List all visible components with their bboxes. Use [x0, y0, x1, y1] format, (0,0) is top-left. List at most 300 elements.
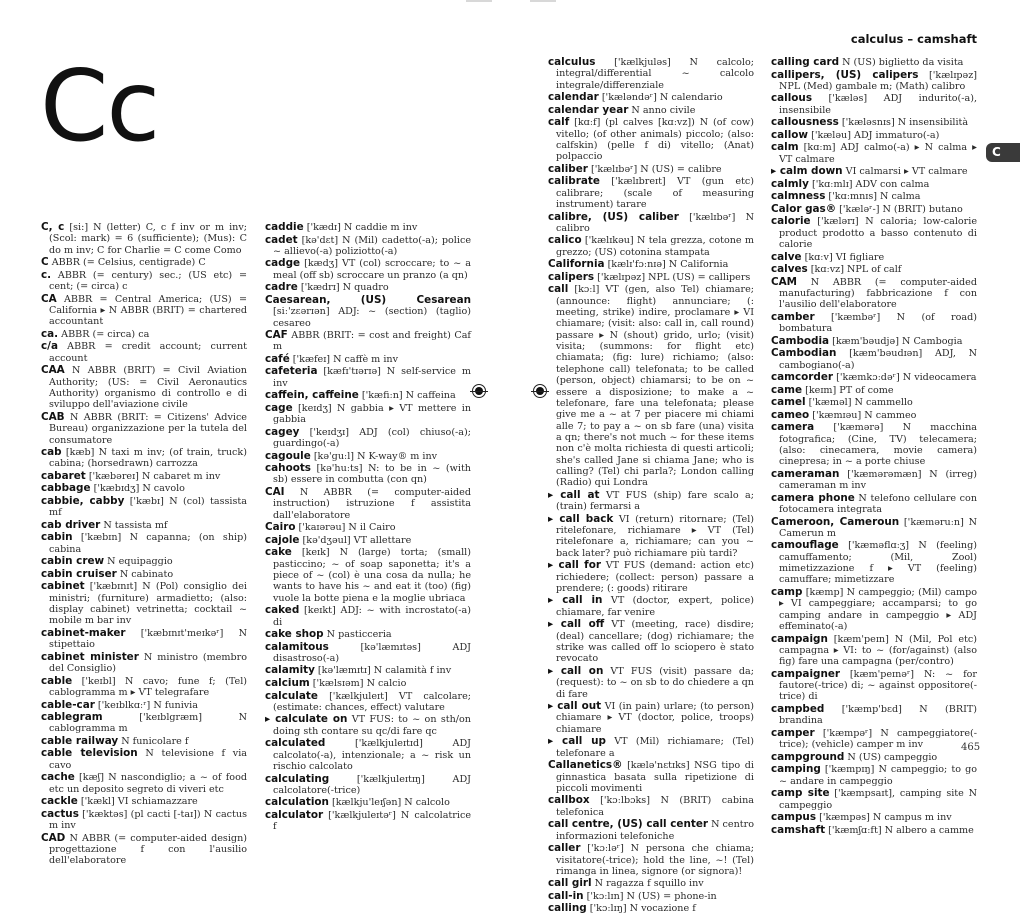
headword: cable [41, 674, 73, 687]
headword: CAB [41, 410, 65, 423]
dictionary-entry [265, 629, 471, 640]
definition-text: ['keɪblkɑːʳ] N funivia [94, 699, 198, 711]
dictionary-entry [41, 329, 247, 340]
dictionary-entry [771, 372, 977, 383]
dictionary-entry [548, 105, 754, 116]
definition-text: ['kælkjuleɪtɪd] ADJ calcolato(-a), intenzionale; a ~ risk un rischio calcolato [273, 738, 471, 772]
headword: campbed [771, 703, 825, 715]
dictionary-entry [771, 336, 977, 347]
dictionary-entry [548, 272, 754, 283]
headword: ▸ call off [548, 618, 605, 631]
registration-mark-icon [472, 384, 486, 398]
headword: ▸ calm down [771, 165, 843, 178]
headword: ca. [41, 327, 59, 340]
dictionary-entry [265, 678, 471, 689]
dictionary-entry [771, 397, 977, 408]
headword: calve [771, 250, 802, 263]
headword: cameraman [771, 467, 840, 480]
dictionary-entry [41, 581, 247, 626]
dictionary-entry [265, 330, 471, 353]
headword: calling card [771, 56, 840, 68]
definition-text: ['kæləndəʳ] N calendario [598, 92, 723, 104]
headword: cable railway [41, 734, 119, 747]
headword: came [771, 383, 803, 396]
definition-text: ['kæmʃɑːft] N albero a camme [825, 824, 974, 836]
headword: call girl [548, 877, 592, 890]
dictionary-entry [771, 410, 977, 421]
headword: cabinet minister [41, 650, 139, 663]
dictionary-entry [41, 676, 247, 699]
sub-entry [548, 666, 754, 700]
dictionary-entry [771, 142, 977, 165]
definition-text: [keɪm] PT of come [802, 384, 894, 396]
headword: cabin crew [41, 555, 105, 568]
headword: cabin cruiser [41, 567, 117, 580]
section-letter-heading: Cc [40, 50, 159, 164]
dictionary-entry [265, 463, 471, 486]
headword: Cairo [265, 521, 296, 534]
definition-text: N ABBR (= computer-aided manufacturing) fabbricazione f con l'ausilio dell'elaboratore [779, 276, 977, 311]
headword: cactus [41, 807, 79, 820]
headword: campaign [771, 632, 828, 645]
dictionary-entry [41, 712, 247, 735]
definition-text: ['kaɪərəu] N il Cairo [295, 522, 396, 534]
definition-text: ['kælsɪəm] N calcio [309, 678, 407, 689]
definition-text: N televisione f via cavo [49, 748, 247, 771]
headword: C, c [41, 221, 65, 233]
definition-text: N telefono cellulare con fotocamera integrata [779, 492, 977, 516]
dictionary-entry [41, 520, 247, 531]
headword: cable television [41, 747, 138, 760]
headword: cackle [41, 795, 78, 808]
definition-text: [kə'dʒəul] VT allettare [299, 534, 412, 546]
dictionary-entry [41, 483, 247, 494]
running-header: calculus – camshaft [850, 32, 977, 46]
definition-text: N ABBR (BRIT: = Citizens' Advice Bureau) organizzazione per la tutela del consumatore [49, 411, 247, 446]
dictionary-entry [548, 235, 754, 258]
dictionary-entry [771, 469, 977, 492]
headword: CAF [265, 329, 288, 342]
headword: CAA [41, 364, 65, 377]
dictionary-entry [771, 764, 977, 787]
headword: Caesarean, (US) Cesarean [265, 293, 471, 306]
definition-text: ['kæmpsaɪt], camping site N campeggio [779, 788, 977, 811]
dictionary-entry [771, 277, 977, 311]
headword: campaigner [771, 667, 841, 680]
dictionary-entry [771, 57, 977, 68]
headword: callbox [548, 794, 590, 807]
definition-text: VT (doctor, expert, police) chiamare, far venire [556, 595, 754, 618]
dictionary-entry [771, 216, 977, 250]
dictionary-entry [771, 704, 977, 727]
definition-text: ['kælkjuleɪtɪŋ] ADJ calcolatore(-trice) [273, 773, 471, 796]
dictionary-entry [771, 669, 977, 703]
dictionary-entry [548, 57, 754, 91]
headword: Cameroon, Cameroun [771, 515, 900, 528]
headword: ▸ call up [548, 735, 606, 748]
dictionary-entry [41, 772, 247, 795]
definition-text: [kæm'bəudjə] N Cambogia [829, 335, 963, 347]
definition-text: ABBR (= century) sec.; (US etc) = cent; (= circa) c [49, 269, 247, 293]
dictionary-entry [41, 365, 247, 410]
dictionary-entry [265, 427, 471, 450]
headword: CAI [265, 486, 285, 498]
dictionary-entry [771, 540, 977, 585]
dictionary-entry [265, 295, 471, 329]
headword: camp [771, 586, 803, 598]
dictionary-entry [771, 634, 977, 668]
definition-text: [siː'zɛərɪən] ADJ: ~ (section) (taglio) cesareo [273, 306, 471, 329]
dictionary-entry [265, 282, 471, 293]
definition-text: ['kɔːlɪn] N (US) = phone-in [583, 890, 717, 902]
dictionary-entry [265, 487, 471, 521]
dictionary-entry [771, 385, 977, 396]
definition-text: ['kælkjuleɪt] VT calcolare; (estimate: chances, effect) valutare [273, 690, 471, 713]
definition-text: ['kæfeɪ] N caffè m inv [289, 353, 398, 365]
definition-text: N cabinato [116, 568, 174, 580]
dictionary-entry [41, 222, 247, 256]
headword: calculus [548, 56, 596, 68]
definition-text: ['kɑːmlɪ] ADV con calma [808, 178, 930, 190]
column-4 [771, 57, 977, 837]
definition-text: N ABBR (BRIT) = Civil Aviation Authority; (US: = Civil Aeronautics Authority) organismo di controllo e di sviluppo dell'aviazione civile [49, 365, 247, 411]
definition-text: N (US) biglietto da visita [839, 57, 964, 68]
headword: cablegram [41, 711, 103, 724]
definition-text: ABBR = credit account; current account [49, 341, 247, 364]
headword: cabbie, cabby [41, 494, 125, 507]
headword: ▸ call back [548, 512, 614, 525]
definition-text: ['kæləʳ-] N (BRIT) butano [836, 203, 963, 215]
definition-text: ['keɪblgræm] N cablogramma m [49, 712, 247, 735]
definition-text: [kæm'bəudɪən] ADJ, N cambogiano(-a) [779, 348, 977, 371]
definition-text: ['kælkjuleɪtəʳ] N calcolatrice f [273, 809, 471, 833]
headword: caddie [265, 221, 304, 233]
dictionary-entry [771, 422, 977, 467]
definition-text: VT (meeting, race) disdire; (deal) cancellare; (dog) richiamare; the strike was called off lo sciopero è stato revocato [556, 619, 754, 665]
headword: calculation [265, 796, 329, 809]
headword: caffein, caffeine [265, 389, 359, 402]
definition-text: N (US) campeggio [844, 751, 938, 763]
definition-text: ABBR (BRIT: = cost and freight) Caf m [273, 330, 471, 353]
headword: camping [771, 763, 821, 776]
headword: calculated [265, 737, 326, 750]
definition-text: ['kæmp'bɛd] N (BRIT) brandina [779, 704, 977, 727]
dictionary-entry [265, 522, 471, 533]
headword: callipers, (US) calipers [771, 68, 919, 81]
dictionary-entry [548, 259, 754, 270]
dictionary-entry [771, 93, 977, 116]
headword: callous [771, 92, 813, 105]
headword: camber [771, 310, 815, 323]
headword: c/a [41, 340, 58, 353]
dictionary-entry [265, 235, 471, 258]
sub-entry [771, 166, 977, 177]
dictionary-entry [548, 92, 754, 103]
dictionary-entry [41, 833, 247, 867]
headword: C [41, 256, 49, 269]
headword: callousness [771, 116, 839, 129]
dictionary-entry [771, 264, 977, 275]
definition-text: ['kɔːlbɔks] N (BRIT) cabina telefonica [556, 795, 754, 818]
sub-entry [265, 714, 471, 737]
definition-text: ['kælɪpəz] NPL (Med) gambale m; (Math) calibro [779, 69, 977, 92]
headword: cahoots [265, 462, 311, 475]
definition-text: [kɑːvz] NPL of calf [807, 264, 902, 276]
headword: cagoule [265, 449, 311, 462]
headword: cabin [41, 531, 73, 544]
headword: cabinet [41, 580, 85, 593]
headword: cage [265, 401, 293, 414]
definition-text: [kə'guːl] N K-way® m inv [310, 450, 438, 462]
dictionary-entry [41, 447, 247, 470]
definition-text: ['kælɪkəu] N tela grezza, cotone m grezzo; (US) cotonina stampata [556, 235, 754, 258]
headword: CA [41, 292, 57, 305]
dictionary-entry [548, 903, 754, 914]
definition-text: VI calmarsi ▸ VT calmare [842, 166, 968, 178]
dictionary-entry [41, 796, 247, 807]
headword: cabinet-maker [41, 626, 126, 639]
headword: calendar year [548, 103, 629, 116]
definition-text: ['kɔːləʳ] N persona che chiama; visitatore(-trice); hold the line, ~! (Tel) rimanga in linea, signore (or signora)! [556, 843, 754, 877]
dictionary-entry [265, 258, 471, 281]
definition-text: ['kæfiːn] N caffeina [358, 390, 456, 402]
dictionary-entry [41, 471, 247, 482]
headword: Calor gas® [771, 202, 837, 215]
dictionary-entry [771, 825, 977, 836]
headword: call centre, (US) call center [548, 818, 708, 831]
definition-text: [kælə'nɛtɪks] NSG tipo di ginnastica basata sulla ripetizione di piccoli movimenti [556, 760, 754, 794]
dictionary-entry [265, 605, 471, 628]
headword: cabbage [41, 482, 91, 495]
dictionary-entry [41, 532, 247, 555]
definition-text: ['kæmpəʳ] N campeggiatore(-trice); (vehicle) camper m inv [779, 727, 977, 751]
dictionary-entry [265, 738, 471, 772]
headword: calcium [265, 677, 310, 689]
definition-text: ['kæbɪdʒ] N cavolo [90, 483, 185, 495]
headword: calf [548, 116, 570, 129]
definition-text: ['kækl] VI schiamazzare [77, 796, 198, 808]
dictionary-entry [265, 354, 471, 365]
sub-entry [548, 619, 754, 664]
dictionary-entry [41, 412, 247, 446]
headword: cagey [265, 425, 300, 438]
definition-text: VI (in pain) urlare; (to person) chiamare ▸ VT (doctor, police, troops) chiamare [556, 701, 754, 735]
headword: caller [548, 842, 581, 855]
registration-mark-icon [533, 384, 547, 398]
definition-text: ['kæləsnɪs] N insensibilità [838, 117, 969, 129]
dictionary-entry [771, 179, 977, 190]
definition-text: [kæm'peɪnəʳ] N: ~ for fautore(-trice) di; ~ against oppositore(-trice) di [779, 668, 977, 703]
definition-text: N equipaggio [104, 556, 173, 568]
dictionary-entry [771, 252, 977, 263]
headword: cache [41, 771, 75, 784]
dictionary-entry [548, 164, 754, 175]
definition-text: ['kæləu] ADJ immaturo(-a) [808, 129, 940, 141]
definition-text: ['kælɪbəʳ] N (US) = calibre [587, 163, 722, 175]
crop-mark [466, 0, 492, 2]
dictionary-entry [771, 812, 977, 823]
headword: campus [771, 811, 817, 824]
dictionary-entry [41, 628, 247, 651]
definition-text: ['kæmpɪŋ] N campeggio; to go ~ andare in campeggio [779, 764, 977, 787]
headword: cab driver [41, 518, 101, 531]
definition-text: VT FUS (visit) passare da; (request): to ~ on sb to do chiedere a qn di fare [556, 665, 754, 700]
definition-text: [keɪk] N (large) torta; (small) pasticcino; ~ of soap saponetta; it's a piece of ~ (col) è una cosa da nulla; he wants to have his ~ and eat it (too) (fig) vuole la botte piena e la moglie ubriaca [273, 547, 471, 604]
headword: Cambodia [771, 334, 830, 347]
headword: ▸ call out [548, 700, 602, 713]
definition-text: ['kælɪbreɪt] VT (gun etc) calibrare; (scale of measuring instrument) tarare [556, 176, 754, 211]
definition-text: ['kæktəs] (pl cacti [-taɪ]) N cactus m inv [49, 808, 247, 832]
headword: caliber [548, 162, 588, 175]
definition-text: ['kæmkɔːdəʳ] N videocamera [833, 372, 977, 384]
definition-text: [si:] N (letter) C, c f inv or m inv; (Scol: mark) = 6 (sufficiente); (Mus): C do m inv; C for Charlie = C come Como [49, 222, 247, 256]
dictionary-entry [265, 222, 471, 233]
definition-text: VT FUS: to ~ on sth/on doing sth contare su qc/di fare qc [273, 714, 471, 737]
headword: camera phone [771, 491, 855, 504]
dictionary-entry [265, 691, 471, 714]
sub-entry [548, 490, 754, 513]
headword: calling [548, 902, 587, 915]
headword: calculator [265, 808, 324, 821]
dictionary-entry [771, 493, 977, 516]
definition-text: [kə'dɛt] N (Mil) cadetto(-a); police ~ allievo(-a) poliziotto(-a) [273, 234, 471, 257]
dictionary-entry [265, 366, 471, 389]
headword: callow [771, 128, 809, 141]
dictionary-entry [265, 535, 471, 546]
headword: cafeteria [265, 365, 318, 378]
dictionary-entry [41, 736, 247, 747]
dictionary-entry [771, 587, 977, 632]
sub-entry [548, 595, 754, 618]
dictionary-entry [265, 547, 471, 604]
definition-text: N ABBR (= computer-aided design) progettazione f con l'ausilio dell'elaboratore [49, 832, 247, 867]
headword: calipers [548, 270, 595, 283]
definition-text: ['kæbɪ] N (col) tassista mf [49, 495, 247, 519]
headword: calorie [771, 215, 811, 228]
dictionary-entry [265, 390, 471, 401]
definition-text: VT FUS (demand: action etc) richiedere; (collect: person) passare a prendere; (: goods) ritirare [556, 560, 754, 594]
definition-text: [kæʃ] N nascondiglio; a ~ of food etc un deposito segreto di viveri etc [49, 772, 247, 795]
definition-text: ['kælərɪ] N caloria; low-calorie product prodotto a basso contenuto di calorie [779, 216, 977, 251]
headword: calendar [548, 91, 599, 104]
column-1 [41, 222, 247, 868]
dictionary-entry [265, 403, 471, 426]
headword: CAM [771, 275, 798, 288]
dictionary-entry [548, 760, 754, 794]
definition-text: VI (return) ritornare; (Tel) ritelefonare, richiamare ▸ VT (Tel) ritelefonare a, richiamare; can you ~ back later? può richiamare più tardi? [556, 513, 755, 559]
definition-text: [kæfɪ'tɪərɪə] N self-service m inv [273, 366, 471, 389]
headword: cameo [771, 408, 810, 421]
definition-text: ['kæmbəʳ] N (of road) bombatura [779, 311, 977, 335]
dictionary-entry [771, 204, 977, 215]
dictionary-entry [265, 810, 471, 833]
headword: call [548, 283, 569, 296]
headword: camera [771, 421, 815, 434]
definition-text: ['kæmərəmæn] N (irreg) cameraman m inv [779, 468, 977, 492]
sub-entry [548, 560, 754, 594]
definition-text: ['kæmɪəu] N cammeo [809, 409, 917, 421]
headword: caked [265, 604, 300, 617]
dictionary-entry [548, 284, 754, 488]
headword: calmness [771, 190, 826, 203]
dictionary-entry [41, 496, 247, 519]
dictionary-entry [265, 642, 471, 665]
headword: Cambodian [771, 347, 837, 360]
definition-text: ABBR = Central America; (US) = California ▸ N ABBR (BRIT) = chartered accountant [49, 293, 247, 328]
headword: calculating [265, 772, 330, 785]
dictionary-entry [265, 797, 471, 808]
dictionary-entry [771, 312, 977, 335]
dictionary-entry [771, 752, 977, 763]
definition-text: ['kɔːlɪŋ] N vocazione f [586, 903, 696, 915]
dictionary-entry [771, 517, 977, 540]
sub-entry [548, 701, 754, 735]
headword: camcorder [771, 371, 834, 384]
dictionary-entry [548, 212, 754, 235]
headword: calamity [265, 664, 315, 677]
headword: campground [771, 750, 845, 763]
definition-text: N ragazza f squillo inv [591, 878, 704, 890]
definition-text: [kælkju'leɪʃən] N calcolo [328, 797, 450, 809]
dictionary-entry [771, 191, 977, 202]
definition-text: ['kæbəreɪ] N cabaret m inv [85, 470, 221, 482]
dictionary-entry [548, 878, 754, 889]
headword: calibrate [548, 175, 600, 188]
definition-text: [kælɪ'fɔːnɪə] N California [604, 259, 729, 271]
dictionary-entry [265, 774, 471, 797]
definition-text: VT (Mil) richiamare; (Tel) telefonare a [556, 736, 754, 759]
definition-text: N anno civile [628, 104, 696, 116]
headword: cake [265, 546, 292, 559]
headword: calmly [771, 177, 809, 190]
definition-text: N ABBR (= computer-aided instruction) istruzione f assistita dall'elaboratore [273, 487, 471, 521]
dictionary-entry [41, 270, 247, 293]
headword: calculate [265, 689, 318, 702]
headword: cable-car [41, 698, 95, 711]
dictionary-entry [771, 117, 977, 128]
thumb-index-tab[interactable]: C [986, 143, 1020, 162]
dictionary-entry [771, 728, 977, 751]
definition-text: [keɪkt] ADJ: ~ with incrostato(-a) di [273, 605, 471, 628]
headword: California [548, 258, 605, 271]
column-2 [265, 222, 471, 834]
definition-text: ['kæməruːn] N Camerun m [779, 516, 977, 539]
column-3 [548, 57, 754, 916]
headword: cake shop [265, 628, 324, 641]
dictionary-entry [41, 341, 247, 364]
definition-text: ['kælɪbəʳ] N calibro [556, 211, 754, 234]
definition-text: ['kæbɪnɪt] N (Pol) consiglio dei ministri; (furniture) armadietto; (also: display cabinet) vetrinetta; cocktail ~ mobile m bar inv [49, 581, 247, 627]
definition-text: ['kædrɪ] N quadro [297, 282, 389, 294]
definition-text: ['kæmpəs] N campus m inv [816, 812, 952, 824]
sub-entry [548, 514, 754, 559]
headword: cab [41, 446, 62, 459]
definition-text: [kə'læmɪtɪ] N calamità f inv [314, 665, 452, 677]
definition-text: N centro informazioni telefoniche [556, 819, 754, 842]
definition-text: ['kæməl] N cammello [805, 397, 913, 409]
definition-text: ['kæləs] ADJ indurito(-a), insensibile [779, 93, 977, 116]
headword: c. [41, 268, 52, 281]
headword: ▸ call on [548, 664, 604, 677]
crop-mark [530, 0, 556, 2]
definition-text: [kɔːl] VT (gen, also Tel) chiamare; (announce: flight) annunciare; (: meeting, strike) indire, proclamare ▸ VI chiamare; (visit: also: call in, call round) passare ▸ N (shout) grido, urlo; (visit) visita; (summons: for flight etc) chiamata; (fig: lure) richiamo; (also: telephone call) telefonata; to be called (person, object) chiamarsi; to be on ~ essere a disposizione; to make a ~ telefonare, fare una telefonata; please give me a ~ at 7 per piacere mi chiami alle 7; to pay a ~ on sb fare (una) visita a qn; there's not much ~ for these items non c'è molta richiesta di questi articoli; she's called Jane si chiama Jane; who is calling? (Tel) chi parla?; London calling (Radio) qui Londra [556, 284, 754, 489]
headword: calibre, (US) caliber [548, 210, 679, 223]
dictionary-entry [41, 569, 247, 580]
headword: café [265, 352, 290, 365]
definition-text: ['kæbɪnɪt'meɪkəʳ] N stipettaio [49, 627, 247, 651]
definition-text: [kædʒ] VT (col) scroccare; to ~ a meal (off sb) scroccare un pranzo (a qn) [273, 258, 471, 281]
dictionary-entry [41, 294, 247, 328]
